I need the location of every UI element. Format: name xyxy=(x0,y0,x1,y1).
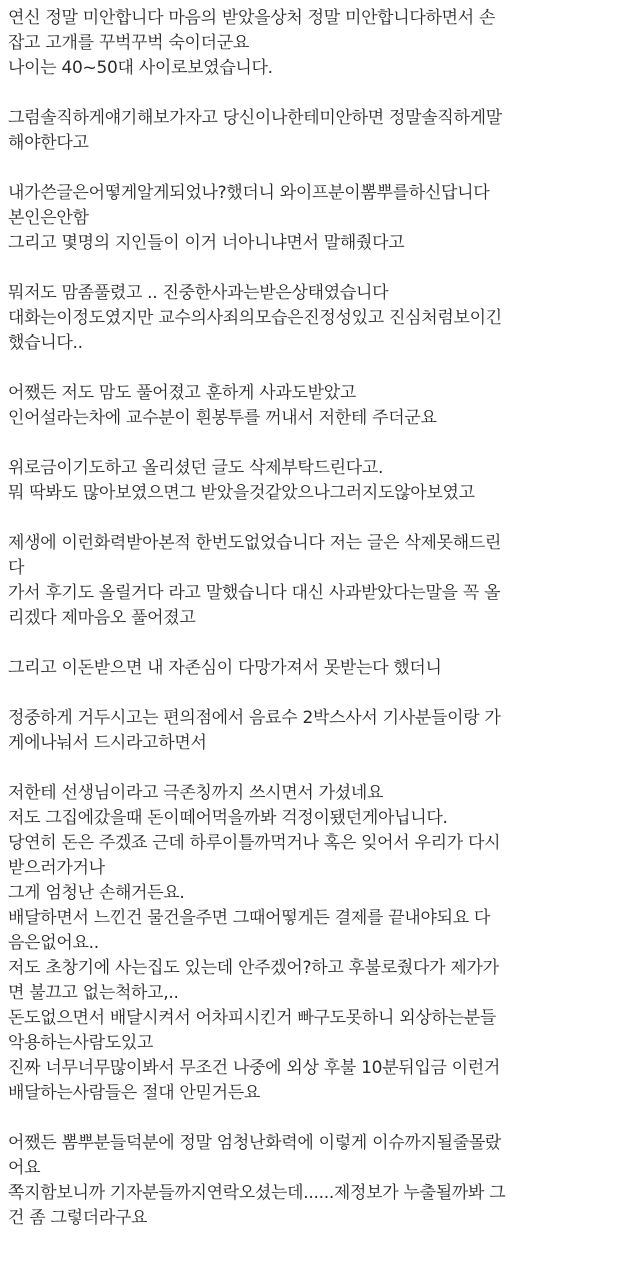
text-line: 당연히 돈은 주겠죠 근데 하루이틀까먹거나 혹은 잊어서 우리가 다시 xyxy=(8,833,501,853)
paragraph xyxy=(8,781,636,1106)
paragraph xyxy=(8,6,636,81)
text-line: 저도 그집에갔을때 돈이떼어먹을까봐 걱정이됐던게아닙니다. xyxy=(8,808,448,828)
text-line: 제생에 이런화력받아본적 한번도없었습니다 저는 글은 삭제못해드린 xyxy=(8,533,502,553)
text-line: 돈도없으면서 배달시켜서 어차피시킨거 빠구도못하니 외상하는분들 xyxy=(8,1008,496,1028)
text-line: 게에나눠서 드시라고하면서 xyxy=(8,733,207,753)
text-line: 음은없어요.. xyxy=(8,933,99,953)
document-body xyxy=(8,6,636,1256)
text-line: 다 xyxy=(8,558,25,578)
paragraph xyxy=(8,706,636,756)
text-line: 받으러가거나 xyxy=(8,858,105,878)
text-line: 쪽지함보니까 기자분들까지연락오셨는데......제정보가 누출될까봐 그 xyxy=(8,1183,506,1203)
paragraph xyxy=(8,281,636,356)
text-line: 배달하면서 느낀건 물건을주면 그때어떻게든 결제를 끝내야되요 다 xyxy=(8,908,491,928)
text-line: 배달하는사람들은 절대 안믿거든요 xyxy=(8,1083,261,1103)
paragraph xyxy=(8,531,636,631)
text-line: 뭐 딱봐도 많아보였으면그 받았을것같았으나그러지도않아보였고 xyxy=(8,483,475,503)
text-line: 저한테 선생님이라고 극존칭까지 쓰시면서 가셨네요 xyxy=(8,783,384,803)
paragraph xyxy=(8,656,636,681)
paragraph xyxy=(8,456,636,506)
paragraph xyxy=(8,1131,636,1231)
text-line: 그리고 이돈받으면 내 자존심이 다망가져서 못받는다 했더니 xyxy=(8,658,442,678)
text-line: 리겠다 제마음오 풀어졌고 xyxy=(8,608,196,628)
text-line: 본인은안함 xyxy=(8,208,89,228)
text-line: 그럼솔직하게얘기해보가자고 당신이나한테미안하면 정말솔직하게말 xyxy=(8,108,502,128)
text-line: 정중하게 거두시고는 편의점에서 음료수 2박스사서 기사분들이랑 가 xyxy=(8,708,501,728)
text-line: 악용하는사람도있고 xyxy=(8,1033,154,1053)
paragraph xyxy=(8,106,636,156)
text-line: 어쨌든 뽐뿌분들덕분에 정말 엄청난화력에 이렇게 이슈까지될줄몰랐 xyxy=(8,1133,502,1153)
paragraph xyxy=(8,381,636,431)
text-line: 그게 엄청난 손해거든요. xyxy=(8,883,185,903)
text-line: 했습니다.. xyxy=(8,333,83,353)
text-line: 그리고 몇명의 지인들이 이거 너아니냐면서 말해줬다고 xyxy=(8,233,405,253)
text-line: 진짜 너무너무많이봐서 무조건 나중에 외상 후불 10분뒤입금 이런거 xyxy=(8,1058,501,1078)
text-line: 면 불끄고 없는척하고,.. xyxy=(8,983,179,1003)
text-line: 건 좀 그렇더라구요 xyxy=(8,1208,148,1228)
text-line: 위로금이기도하고 올리셨던 글도 삭제부탁드린다고. xyxy=(8,458,384,478)
text-line: 대화는이정도였지만 교수의사죄의모습은진정성있고 진심처럼보이긴 xyxy=(8,308,502,328)
text-line: 연신 정말 미안합니다 마음의 받았을상처 정말 미안합니다하면서 손 xyxy=(8,8,496,28)
text-line: 가서 후기도 올릴거다 라고 말했습니다 대신 사과받았다는말을 꼭 올 xyxy=(8,583,501,603)
text-line: 뭐저도 맘좀풀렸고 .. 진중한사과는받은상태였습니다 xyxy=(8,283,389,303)
text-line: 잡고 고개를 꾸벅꾸벅 숙이더군요 xyxy=(8,33,250,53)
text-line: 나이는 40~50대 사이로보였습니다. xyxy=(8,58,273,78)
paragraph xyxy=(8,181,636,256)
text-line: 인어설라는차에 교수분이 흰봉투를 꺼내서 저한테 주더군요 xyxy=(8,408,437,428)
text-line: 해야한다고 xyxy=(8,133,89,153)
text-line: 저도 초창기에 사는집도 있는데 안주겠어?하고 후불로줬다가 제가가 xyxy=(8,958,499,978)
text-line: 어쨌든 저도 맘도 풀어졌고 훈하게 사과도받았고 xyxy=(8,383,356,403)
text-line: 어요 xyxy=(8,1158,41,1178)
text-line: 내가쓴글은어떻게알게되었나?했더니 와이프분이뽐뿌를하신답니다 xyxy=(8,183,490,203)
